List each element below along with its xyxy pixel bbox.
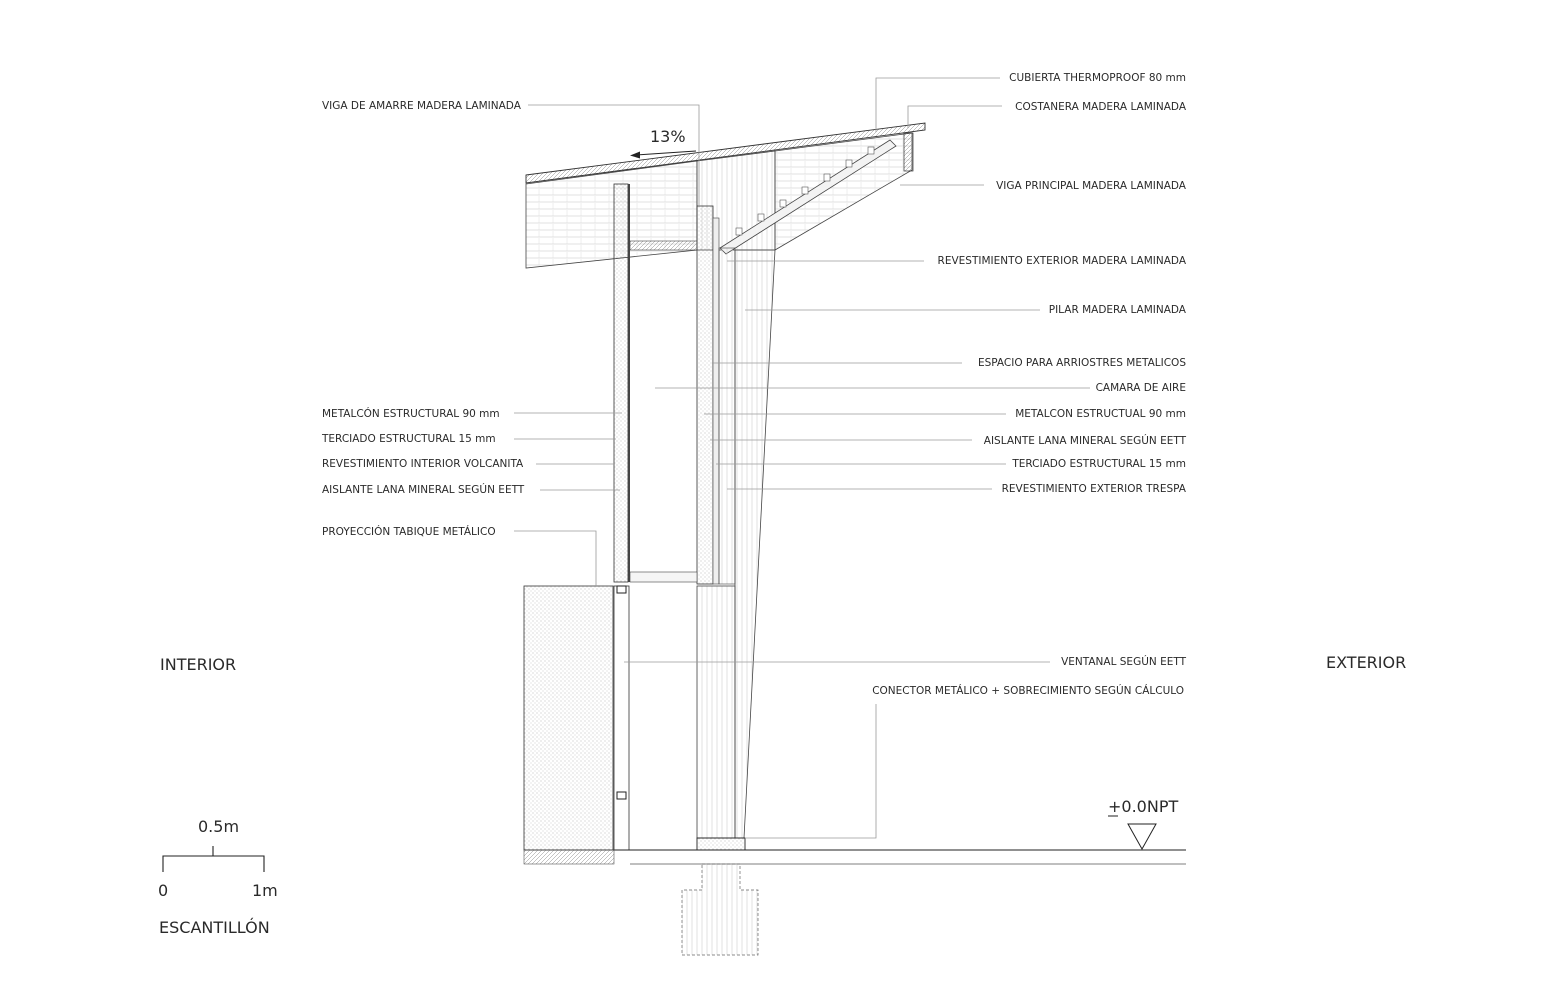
- callout-plywood-ext: TERCIADO ESTRUCTURAL 15 mm: [1012, 458, 1186, 470]
- exterior-cladding: [719, 248, 735, 584]
- floor-slab: [524, 850, 614, 864]
- metal-connector: [697, 838, 745, 850]
- sill-plate: [630, 572, 697, 582]
- callout-window: VENTANAL SEGÚN EETT: [1061, 656, 1186, 668]
- callout-drywall: REVESTIMIENTO INTERIOR VOLCANITA: [322, 458, 524, 470]
- scale-half-label: 0.5m: [198, 817, 240, 836]
- interior-label: INTERIOR: [160, 655, 237, 674]
- callout-main-beam: VIGA PRINCIPAL MADERA LAMINADA: [996, 180, 1186, 192]
- roof-assembly: [526, 123, 925, 268]
- callout-steel-frame-ext: METALCON ESTRUCTUAL 90 mm: [1015, 408, 1186, 420]
- scale-one-label: 1m: [252, 881, 278, 900]
- glulam-column: [735, 250, 775, 838]
- callout-partition: PROYECCIÓN TABIQUE METÁLICO: [322, 526, 496, 538]
- slope-arrowhead: [630, 152, 640, 159]
- outer-stud-wall: [697, 206, 713, 584]
- level-label: +0.0NPT: [1108, 797, 1179, 816]
- interior-partition: [524, 586, 613, 850]
- callout-air-chamber: CAMARA DE AIRE: [1095, 382, 1186, 394]
- callout-column: PILAR MADERA LAMINADA: [1048, 304, 1186, 316]
- callout-plywood-int: TERCIADO ESTRUCTURAL 15 mm: [322, 433, 496, 445]
- callout-insulation-int: AISLANTE LANA MINERAL SEGÚN EETT: [322, 484, 525, 496]
- scale-bar: [158, 817, 278, 937]
- callout-steel-frame-int: METALCÓN ESTRUCTURAL 90 mm: [322, 408, 500, 420]
- window-sill-profile: [617, 792, 626, 799]
- exterior-label: EXTERIOR: [1326, 653, 1407, 672]
- inner-stud-wall: [614, 184, 628, 582]
- callout-connector: CONECTOR METÁLICO + SOBRECIMIENTO SEGÚN CÁLCULO: [872, 685, 1184, 697]
- scale-zero-label: 0: [158, 881, 169, 900]
- callout-insulation-ext: AISLANTE LANA MINERAL SEGÚN EETT: [983, 435, 1186, 447]
- level-marker-icon: [1128, 824, 1156, 849]
- main-beam: [775, 133, 912, 250]
- outer-board: [713, 218, 719, 584]
- window-frame: [614, 586, 629, 850]
- callout-ext-cladding-wood: REVESTIMIENTO EXTERIOR MADERA LAMINADA: [937, 255, 1186, 267]
- foundation-footing: [682, 864, 758, 955]
- callout-purlin: COSTANERA MADERA LAMINADA: [1015, 101, 1186, 113]
- slope-label: 13%: [650, 127, 686, 146]
- fascia: [904, 133, 913, 171]
- callout-tie-beam: VIGA DE AMARRE MADERA LAMINADA: [322, 100, 521, 112]
- callout-roof-panel: CUBIERTA THERMOPROOF 80 mm: [1009, 72, 1186, 84]
- scale-title: ESCANTILLÓN: [159, 918, 270, 937]
- wall-section: [524, 184, 775, 850]
- top-header: [630, 241, 697, 250]
- window-head-profile: [617, 586, 626, 593]
- lower-cladding: [697, 586, 735, 838]
- callout-trespa: REVESTIMIENTO EXTERIOR TRESPA: [1001, 483, 1186, 495]
- callout-bracing-space: ESPACIO PARA ARRIOSTRES METALICOS: [977, 357, 1186, 369]
